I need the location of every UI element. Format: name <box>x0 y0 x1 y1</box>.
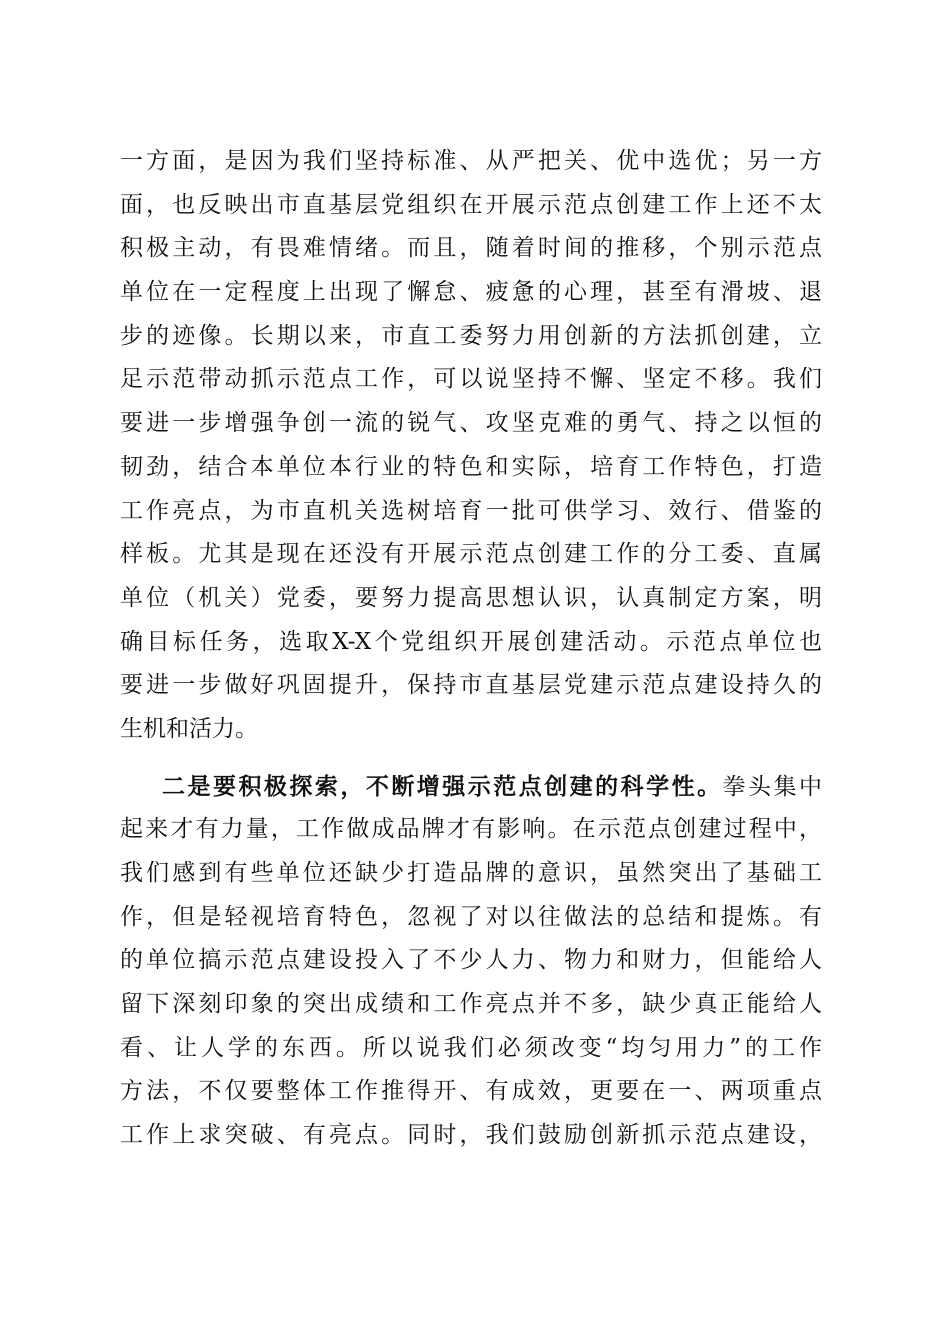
text-line: 要进一步做好巩固提升，保持市直基层党建示范点建设持久的 <box>120 672 822 699</box>
text-line: 单位（机关）党委，要努力提高思想认识，认真制定方案，明 <box>120 584 822 611</box>
text-line: 要进一步增强争创一流的锐气、攻坚克难的勇气、持之以恒的 <box>120 410 822 437</box>
text-line: 生机和活力。 <box>120 715 258 742</box>
text-line: 方法，不仅要整体工作推得开、有成效，更要在一、两项重点 <box>120 1078 822 1105</box>
text-line: 积极主动，有畏难情绪。而且，随着时间的推移，个别示范点 <box>120 235 822 262</box>
text-line-first <box>120 765 822 809</box>
text-line: 工作上求突破、有亮点。同时，我们鼓励创新抓示范点建设， <box>120 1122 822 1149</box>
text-line: 面，也反映出市直基层党组织在开展示范点创建工作上还不太 <box>120 191 822 218</box>
text-line: 我们感到有些单位还缺少打造品牌的意识，虽然突出了基础工 <box>120 860 822 886</box>
paragraph-1 <box>120 140 822 752</box>
heading-continuation: 拳头集中 <box>722 773 822 800</box>
text-line: 一方面，是因为我们坚持标准、从严把关、优中选优；另一方 <box>120 148 822 174</box>
text-line: 起来才有力量，工作做成品牌才有影响。在示范点创建过程中， <box>120 816 822 843</box>
document-body <box>120 140 822 1158</box>
text-line: 作，但是轻视培育特色，忽视了对以往做法的总结和提炼。有 <box>120 903 822 930</box>
paragraph-2 <box>120 765 822 1158</box>
text-line: 看、让人学的东西。所以说我们必须改变“均匀用力”的工作 <box>120 1034 822 1061</box>
text-line: 足示范带动抓示范点工作，可以说坚持不懈、坚定不移。我们 <box>120 366 822 393</box>
text-line: 工作亮点，为市直机关选树培育一批可供学习、效行、借鉴的 <box>120 497 822 524</box>
text-line: 留下深刻印象的突出成绩和工作亮点并不多，缺少真正能给人 <box>120 991 822 1018</box>
text-line: 韧劲，结合本单位本行业的特色和实际，培育工作特色，打造 <box>120 453 822 480</box>
text-line: 确目标任务，选取X-X个党组织开展创建活动。示范点单位也 <box>120 628 822 655</box>
section-heading: 二是要积极探索，不断增强示范点创建的科学性。 <box>162 772 723 800</box>
text-line: 步的迹像。长期以来，市直工委努力用创新的方法抓创建，立 <box>120 322 822 349</box>
text-line: 单位在一定程度上出现了懈怠、疲惫的心理，甚至有滑坡、退 <box>120 279 822 306</box>
text-line: 的单位搞示范点建设投入了不少人力、物力和财力，但能给人 <box>120 947 822 974</box>
text-line: 样板。尤其是现在还没有开展示范点创建工作的分工委、直属 <box>120 541 822 568</box>
